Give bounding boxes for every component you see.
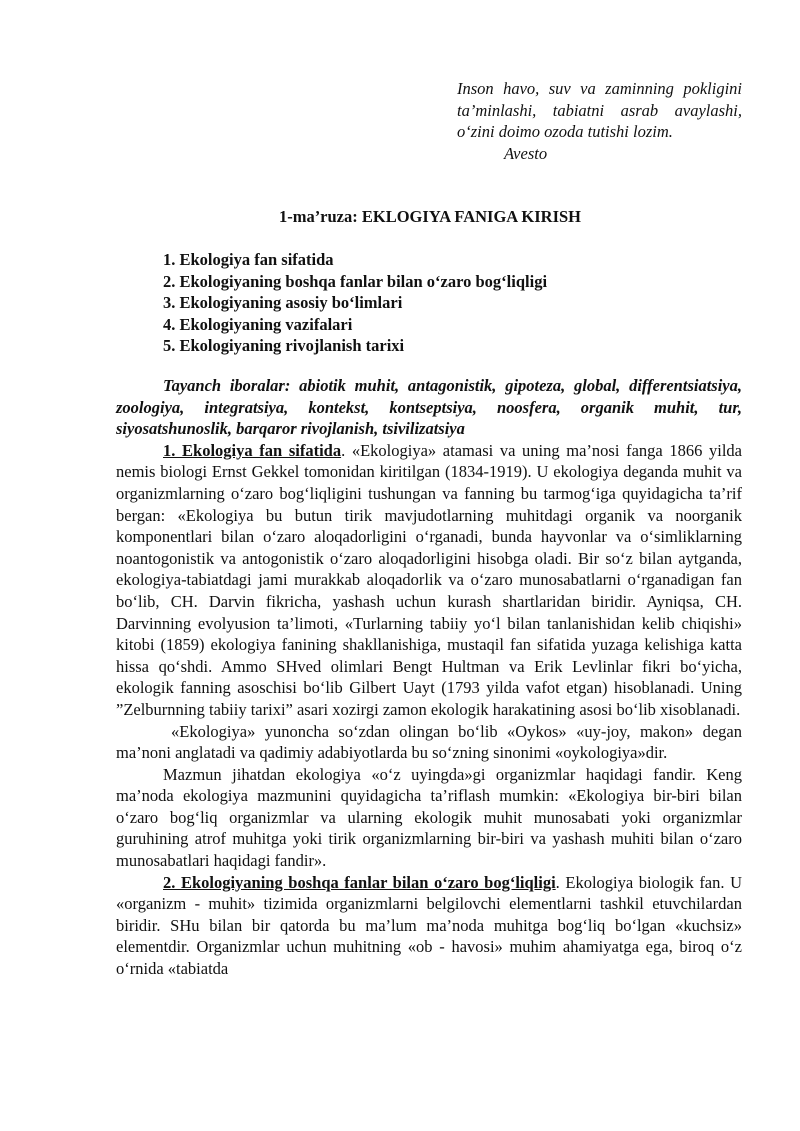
outline-item: 1. Ekologiya fan sifatida	[163, 250, 334, 269]
section-2-heading: 2. Ekologiyaning boshqa fanlar bilan o‘zaro bog‘liqligi	[163, 872, 556, 892]
section-1-text: . «Ekologiya» atamasi va uning ma’nosi fanga 1866 yilda nemis biologi Ernst Gekkel tomonidan kiritilgan (1834-1919). U ekologiya deganda muhit va organizmlarning o‘zaro bog‘liqligini tushungan va fanning bu tarmog‘iga quyidagicha ta’rif bergan: «Ekologiya bu butun tirik mavjudotlarning muhitdagi organik va noorganik komponentlari bilan o‘zaro aloqadorligini o‘rganadi, bunda hayvonlar va o‘simliklarning noantogonistik va antogonistik o‘zaro aloqadorligini hisobga oladi. Bir so‘z bilan aytganda, ekologiya-tabiatdagi jami murakkab aloqadorlik va o‘zaro munosabatlarni o‘rganadigan fan bo‘lib, CH. Darvin fikricha, yashash uchun kurash shartlaridan biridir. Ayniqsa, CH. Darvinning evolyusion ta’limoti, «Turlarning tabiiy yo‘l bilan tanlanishidan kelib chiqishi» kitobi (1859) ekologiya fanining shakllanishiga, mustaqil fan sifatida yuzaga kelishiga katta hissa qo‘shdi. Ammo SHved olimlari Bengt Hultman va Erik Levlinlar fikri bo‘yicha, ekologik fanning asoschisi bo‘lib Gilbert Uayt (1793 yilda vafot etgan) hisoblanadi. Uning ”Zelburnning tabiiy tarixi” asari xozirgi zamon ekologik harakatining asosi bo‘lib xisoblanadi.	[116, 440, 742, 719]
outline-item: 5. Ekologiyaning rivojlanish tarixi	[163, 336, 405, 356]
lecture-title: 1-ma’ruza: EKLOGIYA FANIGA KIRISH	[278, 207, 582, 226]
outline-item: 4. Ekologiyaning vazifalari	[163, 314, 353, 334]
section-1-paragraph	[116, 440, 742, 721]
content-paragraph: Mazmun jihatdan ekologiya «o‘z uyingda»gi organizmlar haqidagi fandir. Keng ma’noda ekologiya mazmunini quyidagicha ta’riflash mumkin: «Ekologiya bir-biri bilan o‘zaro bog‘liq organizmlar va ularning ekologik muhit munosabati yoki organizmlar guruhining atrof muhitga yoki tirik organizmlarning bir-biri va yashash muhiti bilan o‘zaro munosabatlari haqidagi fandir».	[116, 764, 742, 871]
outline-item: 3. Ekologiyaning asosiy bo‘limlari	[163, 293, 403, 313]
oykos-paragraph: «Ekologiya» yunoncha so‘zdan olingan bo‘lib «Oykos» «uy-joy, makon» degan ma’noni anglatadi va qadimiy adabiyotlarda bu so‘zning sinonimi «oykologiya»dir.	[116, 721, 742, 763]
section-2-paragraph	[116, 872, 742, 980]
section-1-heading: 1. Ekologiya fan sifatida	[163, 440, 342, 460]
epigraph-text: Inson havo, suv va zaminning pokligini ta’minlashi, tabiatni asrab avaylashi, o‘zini doimo ozoda tutishi lozim.	[457, 79, 742, 142]
body-text	[116, 375, 742, 980]
epigraph	[457, 78, 742, 164]
section-2-text: . Ekologiya biologik fan. U «organizm - muhit» tizimida organizmlarni belgilovchi elementlarni tashkil etuvchilardan biridir. SHu bilan bir qatorda bu ma’lum ma’noda muhitga bog‘liq bo‘lgan «kuchsiz» elementdir. Organizmlar uchun muhitning «ob - havosi» muhim ahamiyatga ega, biroq o‘z o‘rnida «tabiatda	[116, 872, 742, 979]
outline-item: 2. Ekologiyaning boshqa fanlar bilan o‘zaro bog‘liqligi	[163, 271, 548, 291]
lecture-outline	[163, 249, 723, 357]
keywords-paragraph: Tayanch iboralar: abiotik muhit, antagonistik, gipoteza, global, differentsiatsiya, zoologiya, integratsiya, kontekst, kontseptsiya, noosfera, organik muhit, tur, siyosatshunoslik, barqaror rivojlanish, tsivilizatsiya	[116, 376, 742, 439]
epigraph-author: Avesto	[504, 143, 548, 163]
